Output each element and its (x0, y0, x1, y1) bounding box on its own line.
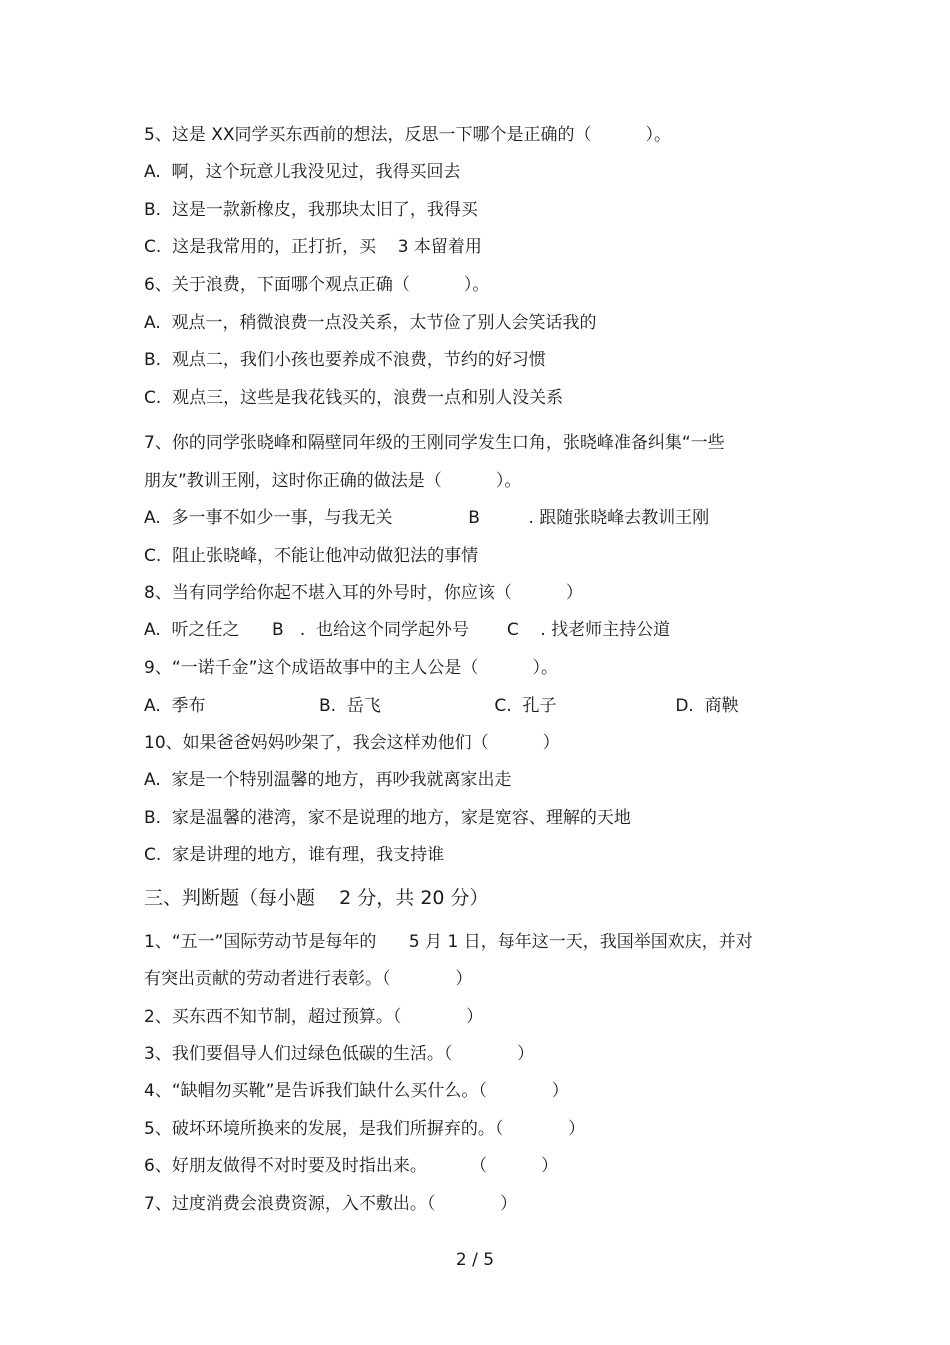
q6-option-b: B. 观点二，我们小孩也要养成不浪费，节约的好习惯 (144, 350, 546, 370)
tf-7: 7、过度消费会浪费资源，入不敷出。（ ） (144, 1194, 518, 1214)
question-7-line-1: 7、你的同学张晓峰和隔壁同年级的王刚同学发生口角，张晓峰准备纠集“一些 (144, 433, 725, 453)
question-9: 9、“一诺千金”这个成语故事中的主人公是（ ）。 (144, 658, 558, 678)
question-6: 6、关于浪费，下面哪个观点正确（ ）。 (144, 275, 490, 295)
q5-option-c: C. 这是我常用的，正打折，买 3 本留着用 (144, 237, 482, 257)
q10-option-c: C. 家是讲理的地方，谁有理，我支持谁 (144, 845, 445, 865)
q10-option-a: A. 家是一个特别温馨的地方，再吵我就离家出走 (144, 770, 512, 790)
q7-option-c: C. 阻止张晓峰，不能让他冲动做犯法的事情 (144, 546, 479, 566)
q9-options: A. 季布 B. 岳飞 C. 孔子 D. 商鞅 (144, 696, 739, 716)
question-10: 10、如果爸爸妈妈吵架了，我会这样劝他们（ ） (144, 733, 560, 753)
question-7-line-2: 朋友”教训王刚，这时你正确的做法是（ ）。 (144, 471, 522, 491)
q7-options-a-b: A. 多一事不如少一事，与我无关 B . 跟随张晓峰去教训王刚 (144, 508, 710, 528)
tf-5: 5、破坏环境所换来的发展，是我们所摒弃的。（ ） (144, 1119, 586, 1139)
q8-options: A. 听之任之 B . 也给这个同学起外号 C . 找老师主持公道 (144, 620, 671, 640)
q6-option-a: A. 观点一，稍微浪费一点没关系，太节俭了别人会笑话我的 (144, 313, 597, 333)
page-number: 2 / 5 (455, 1250, 495, 1270)
q5-option-a: A. 啊，这个玩意儿我没见过，我得买回去 (144, 162, 461, 182)
q10-option-b: B. 家是温馨的港湾，家不是说理的地方，家是宽容、理解的天地 (144, 808, 631, 828)
question-5: 5、这是 XX同学买东西前的想法，反思一下哪个是正确的（ ）。 (144, 125, 672, 145)
tf-6: 6、好朋友做得不对时要及时指出来。 （ ） (144, 1156, 559, 1176)
question-8: 8、当有同学给你起不堪入耳的外号时，你应该（ ） (144, 583, 583, 603)
section-3-heading: 三、判断题（每小题 2 分，共 20 分） (144, 887, 489, 909)
tf-1-line-2: 有突出贡献的劳动者进行表彰。（ ） (144, 969, 473, 989)
q6-option-c: C. 观点三，这些是我花钱买的，浪费一点和别人没关系 (144, 388, 564, 408)
tf-4: 4、“缺帽勿买靴”是告诉我们缺什么买什么。（ ） (144, 1081, 569, 1101)
tf-2: 2、买东西不知节制，超过预算。（ ） (144, 1007, 484, 1027)
q5-option-b: B. 这是一款新橡皮，我那块太旧了，我得买 (144, 200, 478, 220)
tf-1-line-1: 1、“五一”国际劳动节是每年的 5 月 1 日，每年这一天，我国举国欢庆，并对 (144, 932, 753, 952)
tf-3: 3、我们要倡导人们过绿色低碳的生活。（ ） (144, 1044, 535, 1064)
